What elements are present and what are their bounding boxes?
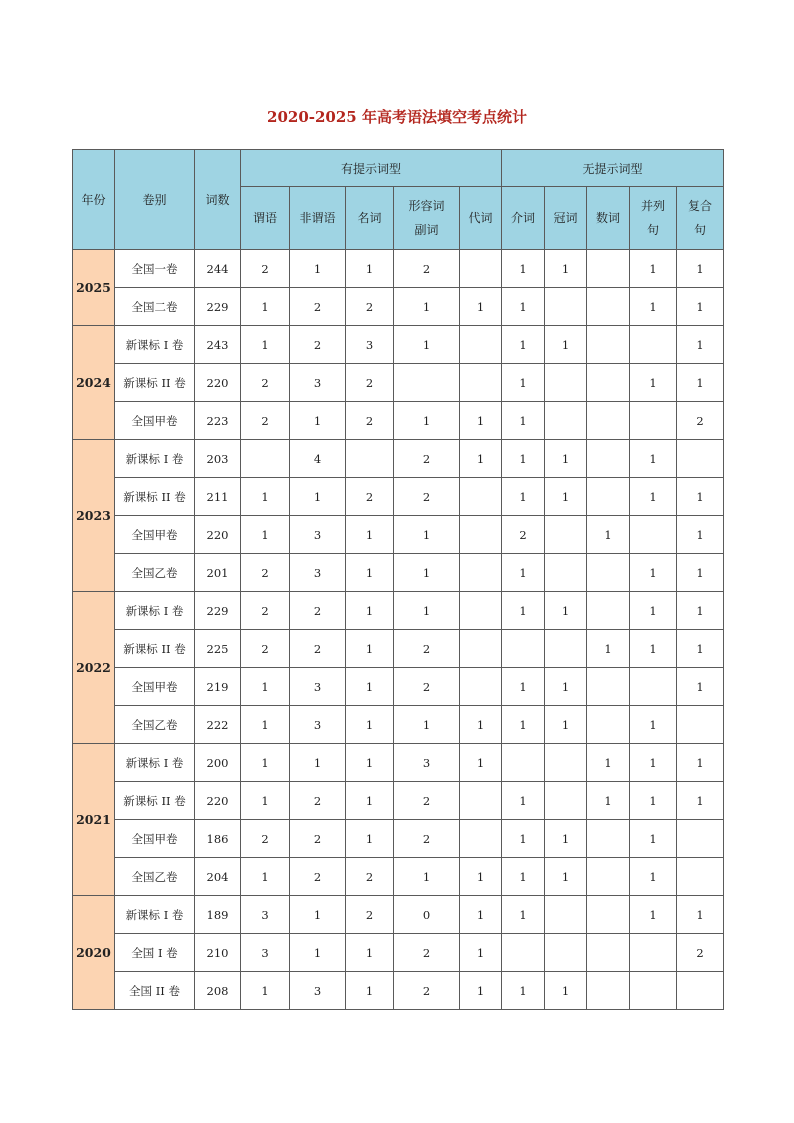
unhinted-col-header bbox=[502, 187, 545, 250]
count-cell: 1 bbox=[677, 668, 724, 706]
hinted-col-header-line: 非谓语 bbox=[299, 211, 336, 225]
unhinted-col-header-line: 句 bbox=[693, 223, 706, 237]
count-cell: 1 bbox=[241, 288, 290, 326]
word-count-cell: 220 bbox=[195, 782, 241, 820]
count-cell: 1 bbox=[630, 782, 677, 820]
count-cell bbox=[460, 516, 502, 554]
count-cell: 1 bbox=[241, 668, 290, 706]
table-row bbox=[73, 820, 724, 858]
count-cell: 1 bbox=[502, 326, 545, 364]
count-cell: 1 bbox=[241, 782, 290, 820]
unhinted-col-header bbox=[545, 187, 587, 250]
count-cell bbox=[241, 440, 290, 478]
count-cell: 2 bbox=[346, 858, 394, 896]
count-cell bbox=[677, 972, 724, 1010]
count-cell: 1 bbox=[460, 744, 502, 782]
volume-cell: 全国 I 卷 bbox=[115, 934, 195, 972]
count-cell: 1 bbox=[502, 972, 545, 1010]
count-cell: 1 bbox=[677, 744, 724, 782]
count-cell: 2 bbox=[502, 516, 545, 554]
count-cell: 2 bbox=[290, 782, 346, 820]
count-cell: 1 bbox=[630, 478, 677, 516]
word-count-cell: 208 bbox=[195, 972, 241, 1010]
volume-cell: 全国甲卷 bbox=[115, 402, 195, 440]
count-cell bbox=[587, 934, 630, 972]
count-cell bbox=[545, 516, 587, 554]
count-cell: 1 bbox=[545, 440, 587, 478]
table-row bbox=[73, 668, 724, 706]
count-cell bbox=[630, 934, 677, 972]
volume-cell: 全国甲卷 bbox=[115, 516, 195, 554]
count-cell: 1 bbox=[587, 744, 630, 782]
volume-cell: 新课标 II 卷 bbox=[115, 630, 195, 668]
count-cell: 1 bbox=[241, 972, 290, 1010]
count-cell bbox=[460, 782, 502, 820]
count-cell: 1 bbox=[630, 630, 677, 668]
unhinted-col-header-line: 句 bbox=[646, 223, 659, 237]
count-cell: 1 bbox=[545, 972, 587, 1010]
count-cell: 1 bbox=[630, 706, 677, 744]
header-year: 年份 bbox=[73, 150, 115, 250]
count-cell: 1 bbox=[394, 706, 460, 744]
count-cell: 2 bbox=[394, 972, 460, 1010]
page-title: 2020-2025 年高考语法填空考点统计 bbox=[267, 108, 527, 126]
count-cell: 1 bbox=[677, 516, 724, 554]
count-cell: 3 bbox=[241, 934, 290, 972]
count-cell bbox=[630, 326, 677, 364]
count-cell: 2 bbox=[677, 934, 724, 972]
count-cell: 1 bbox=[677, 364, 724, 402]
count-cell: 1 bbox=[346, 668, 394, 706]
count-cell: 1 bbox=[677, 630, 724, 668]
count-cell: 1 bbox=[460, 896, 502, 934]
table-row bbox=[73, 782, 724, 820]
word-count-cell: 229 bbox=[195, 592, 241, 630]
count-cell bbox=[460, 668, 502, 706]
count-cell: 2 bbox=[394, 630, 460, 668]
count-cell: 2 bbox=[394, 250, 460, 288]
count-cell: 1 bbox=[394, 288, 460, 326]
count-cell: 1 bbox=[290, 402, 346, 440]
count-cell: 1 bbox=[677, 554, 724, 592]
count-cell bbox=[502, 744, 545, 782]
word-count-cell: 210 bbox=[195, 934, 241, 972]
table-row bbox=[73, 554, 724, 592]
count-cell: 1 bbox=[677, 288, 724, 326]
count-cell: 3 bbox=[290, 668, 346, 706]
count-cell: 1 bbox=[502, 478, 545, 516]
count-cell: 2 bbox=[394, 668, 460, 706]
count-cell: 1 bbox=[677, 782, 724, 820]
count-cell bbox=[587, 250, 630, 288]
count-cell: 1 bbox=[630, 744, 677, 782]
count-cell: 1 bbox=[630, 858, 677, 896]
count-cell: 2 bbox=[241, 364, 290, 402]
count-cell: 1 bbox=[502, 364, 545, 402]
count-cell: 1 bbox=[677, 896, 724, 934]
count-cell: 1 bbox=[346, 250, 394, 288]
count-cell: 2 bbox=[346, 478, 394, 516]
count-cell: 1 bbox=[630, 820, 677, 858]
count-cell: 1 bbox=[460, 402, 502, 440]
unhinted-col-header bbox=[587, 187, 630, 250]
count-cell: 3 bbox=[394, 744, 460, 782]
count-cell bbox=[460, 478, 502, 516]
table-row bbox=[73, 630, 724, 668]
count-cell bbox=[545, 896, 587, 934]
count-cell: 2 bbox=[290, 820, 346, 858]
hinted-col-header-line: 副词 bbox=[414, 223, 439, 237]
count-cell: 1 bbox=[677, 250, 724, 288]
count-cell: 1 bbox=[545, 326, 587, 364]
year-cell: 2023 bbox=[73, 440, 115, 592]
volume-cell: 全国乙卷 bbox=[115, 858, 195, 896]
year-cell: 2022 bbox=[73, 592, 115, 744]
word-count-cell: 186 bbox=[195, 820, 241, 858]
header-volume: 卷别 bbox=[115, 150, 195, 250]
count-cell bbox=[587, 478, 630, 516]
count-cell: 1 bbox=[502, 820, 545, 858]
count-cell: 2 bbox=[241, 592, 290, 630]
count-cell: 1 bbox=[394, 554, 460, 592]
count-cell bbox=[545, 288, 587, 326]
hinted-col-header bbox=[241, 187, 290, 250]
word-count-cell: 203 bbox=[195, 440, 241, 478]
count-cell: 1 bbox=[394, 402, 460, 440]
count-cell: 3 bbox=[290, 972, 346, 1010]
hinted-col-header bbox=[346, 187, 394, 250]
count-cell: 1 bbox=[677, 326, 724, 364]
table-row bbox=[73, 364, 724, 402]
hinted-col-header-line: 形容词 bbox=[408, 199, 445, 213]
count-cell bbox=[630, 516, 677, 554]
count-cell bbox=[677, 858, 724, 896]
count-cell bbox=[460, 554, 502, 592]
count-cell bbox=[587, 364, 630, 402]
count-cell: 2 bbox=[241, 402, 290, 440]
count-cell: 2 bbox=[290, 858, 346, 896]
count-cell: 3 bbox=[290, 554, 346, 592]
count-cell: 1 bbox=[346, 630, 394, 668]
count-cell: 1 bbox=[630, 440, 677, 478]
count-cell: 2 bbox=[346, 896, 394, 934]
unhinted-col-header-line: 介词 bbox=[510, 211, 535, 225]
count-cell: 1 bbox=[502, 250, 545, 288]
unhinted-col-header bbox=[677, 187, 724, 250]
count-cell: 1 bbox=[545, 706, 587, 744]
hinted-col-header-line: 谓语 bbox=[252, 211, 277, 225]
count-cell: 1 bbox=[502, 858, 545, 896]
word-count-cell: 220 bbox=[195, 516, 241, 554]
count-cell bbox=[460, 592, 502, 630]
count-cell: 3 bbox=[290, 516, 346, 554]
count-cell bbox=[677, 706, 724, 744]
count-cell: 1 bbox=[346, 744, 394, 782]
count-cell: 1 bbox=[346, 592, 394, 630]
count-cell: 1 bbox=[346, 934, 394, 972]
count-cell: 2 bbox=[346, 364, 394, 402]
hinted-col-header bbox=[290, 187, 346, 250]
table-row bbox=[73, 972, 724, 1010]
unhinted-col-header-line: 并列 bbox=[640, 199, 665, 213]
count-cell bbox=[587, 820, 630, 858]
count-cell: 1 bbox=[587, 516, 630, 554]
volume-cell: 全国乙卷 bbox=[115, 554, 195, 592]
unhinted-col-header-line: 数词 bbox=[595, 211, 620, 225]
count-cell: 3 bbox=[346, 326, 394, 364]
count-cell: 1 bbox=[502, 782, 545, 820]
count-cell: 1 bbox=[346, 972, 394, 1010]
count-cell bbox=[545, 630, 587, 668]
table-row bbox=[73, 326, 724, 364]
count-cell: 1 bbox=[502, 668, 545, 706]
count-cell: 1 bbox=[630, 364, 677, 402]
count-cell: 3 bbox=[290, 364, 346, 402]
volume-cell: 新课标 I 卷 bbox=[115, 896, 195, 934]
count-cell bbox=[587, 440, 630, 478]
count-cell: 1 bbox=[241, 858, 290, 896]
count-cell: 1 bbox=[460, 858, 502, 896]
count-cell bbox=[460, 630, 502, 668]
word-count-cell: 200 bbox=[195, 744, 241, 782]
count-cell bbox=[677, 440, 724, 478]
word-count-cell: 219 bbox=[195, 668, 241, 706]
count-cell: 1 bbox=[545, 250, 587, 288]
count-cell: 1 bbox=[502, 554, 545, 592]
unhinted-col-header-line: 冠词 bbox=[553, 211, 578, 225]
count-cell: 1 bbox=[545, 668, 587, 706]
volume-cell: 新课标 I 卷 bbox=[115, 592, 195, 630]
word-count-cell: 204 bbox=[195, 858, 241, 896]
header-unhinted-group: 无提示词型 bbox=[502, 150, 724, 187]
table-row bbox=[73, 402, 724, 440]
table-row bbox=[73, 896, 724, 934]
count-cell bbox=[545, 744, 587, 782]
year-cell: 2020 bbox=[73, 896, 115, 1010]
count-cell: 1 bbox=[460, 288, 502, 326]
count-cell bbox=[677, 820, 724, 858]
count-cell: 1 bbox=[545, 858, 587, 896]
count-cell bbox=[587, 896, 630, 934]
count-cell: 1 bbox=[394, 516, 460, 554]
hinted-col-header bbox=[460, 187, 502, 250]
count-cell: 2 bbox=[346, 402, 394, 440]
year-cell: 2025 bbox=[73, 250, 115, 326]
count-cell: 2 bbox=[241, 820, 290, 858]
count-cell: 1 bbox=[346, 516, 394, 554]
count-cell bbox=[502, 934, 545, 972]
count-cell: 1 bbox=[346, 820, 394, 858]
count-cell: 1 bbox=[630, 288, 677, 326]
count-cell bbox=[587, 972, 630, 1010]
count-cell bbox=[587, 592, 630, 630]
count-cell: 1 bbox=[460, 972, 502, 1010]
count-cell: 2 bbox=[290, 592, 346, 630]
hinted-col-header-line: 代词 bbox=[468, 211, 493, 225]
count-cell bbox=[630, 668, 677, 706]
count-cell: 2 bbox=[290, 630, 346, 668]
volume-cell: 全国一卷 bbox=[115, 250, 195, 288]
count-cell bbox=[545, 364, 587, 402]
volume-cell: 全国甲卷 bbox=[115, 820, 195, 858]
count-cell: 1 bbox=[290, 478, 346, 516]
count-cell: 1 bbox=[502, 592, 545, 630]
header-word-count: 词数 bbox=[195, 150, 241, 250]
count-cell: 1 bbox=[502, 706, 545, 744]
count-cell: 2 bbox=[394, 782, 460, 820]
count-cell: 1 bbox=[346, 706, 394, 744]
word-count-cell: 211 bbox=[195, 478, 241, 516]
volume-cell: 新课标 I 卷 bbox=[115, 744, 195, 782]
count-cell bbox=[545, 782, 587, 820]
word-count-cell: 223 bbox=[195, 402, 241, 440]
count-cell: 1 bbox=[290, 896, 346, 934]
word-count-cell: 220 bbox=[195, 364, 241, 402]
unhinted-col-header-line: 复合 bbox=[687, 199, 712, 213]
count-cell: 2 bbox=[346, 288, 394, 326]
volume-cell: 新课标 I 卷 bbox=[115, 326, 195, 364]
count-cell bbox=[630, 402, 677, 440]
count-cell bbox=[545, 934, 587, 972]
hinted-col-header-line: 名词 bbox=[357, 211, 382, 225]
table-row bbox=[73, 250, 724, 288]
word-count-cell: 243 bbox=[195, 326, 241, 364]
count-cell: 1 bbox=[394, 326, 460, 364]
count-cell: 1 bbox=[677, 478, 724, 516]
statistics-table bbox=[72, 149, 724, 1010]
count-cell bbox=[460, 364, 502, 402]
volume-cell: 新课标 II 卷 bbox=[115, 478, 195, 516]
count-cell: 2 bbox=[241, 554, 290, 592]
count-cell: 1 bbox=[545, 478, 587, 516]
count-cell bbox=[587, 668, 630, 706]
count-cell: 1 bbox=[394, 592, 460, 630]
count-cell: 1 bbox=[460, 934, 502, 972]
count-cell: 1 bbox=[545, 592, 587, 630]
volume-cell: 全国二卷 bbox=[115, 288, 195, 326]
count-cell: 1 bbox=[290, 934, 346, 972]
word-count-cell: 244 bbox=[195, 250, 241, 288]
count-cell: 1 bbox=[502, 288, 545, 326]
count-cell: 1 bbox=[587, 630, 630, 668]
word-count-cell: 222 bbox=[195, 706, 241, 744]
unhinted-col-header bbox=[630, 187, 677, 250]
count-cell: 1 bbox=[394, 858, 460, 896]
hinted-col-header bbox=[394, 187, 460, 250]
count-cell: 1 bbox=[460, 440, 502, 478]
count-cell: 2 bbox=[241, 250, 290, 288]
count-cell bbox=[587, 326, 630, 364]
count-cell: 2 bbox=[290, 326, 346, 364]
count-cell: 1 bbox=[630, 554, 677, 592]
count-cell: 1 bbox=[677, 592, 724, 630]
count-cell bbox=[460, 820, 502, 858]
count-cell: 2 bbox=[394, 820, 460, 858]
count-cell: 1 bbox=[630, 592, 677, 630]
volume-cell: 全国乙卷 bbox=[115, 706, 195, 744]
table-row bbox=[73, 592, 724, 630]
count-cell bbox=[587, 858, 630, 896]
word-count-cell: 225 bbox=[195, 630, 241, 668]
count-cell: 1 bbox=[290, 744, 346, 782]
count-cell: 1 bbox=[241, 478, 290, 516]
count-cell: 1 bbox=[630, 250, 677, 288]
table-row bbox=[73, 516, 724, 554]
table-row bbox=[73, 706, 724, 744]
count-cell: 2 bbox=[241, 630, 290, 668]
table-row bbox=[73, 858, 724, 896]
word-count-cell: 201 bbox=[195, 554, 241, 592]
table-row bbox=[73, 440, 724, 478]
count-cell bbox=[587, 288, 630, 326]
count-cell: 2 bbox=[677, 402, 724, 440]
count-cell bbox=[545, 402, 587, 440]
count-cell: 1 bbox=[290, 250, 346, 288]
count-cell: 0 bbox=[394, 896, 460, 934]
count-cell: 1 bbox=[587, 782, 630, 820]
count-cell: 1 bbox=[241, 516, 290, 554]
count-cell: 1 bbox=[502, 402, 545, 440]
volume-cell: 新课标 II 卷 bbox=[115, 364, 195, 402]
word-count-cell: 229 bbox=[195, 288, 241, 326]
count-cell: 2 bbox=[394, 934, 460, 972]
count-cell bbox=[587, 554, 630, 592]
count-cell: 3 bbox=[241, 896, 290, 934]
count-cell: 1 bbox=[502, 440, 545, 478]
count-cell: 2 bbox=[290, 288, 346, 326]
count-cell: 1 bbox=[545, 820, 587, 858]
count-cell bbox=[587, 402, 630, 440]
count-cell bbox=[630, 972, 677, 1010]
count-cell: 1 bbox=[346, 554, 394, 592]
count-cell: 1 bbox=[630, 896, 677, 934]
count-cell bbox=[587, 706, 630, 744]
count-cell: 1 bbox=[241, 706, 290, 744]
table-row bbox=[73, 288, 724, 326]
year-cell: 2024 bbox=[73, 326, 115, 440]
table-row bbox=[73, 934, 724, 972]
count-cell: 4 bbox=[290, 440, 346, 478]
count-cell bbox=[394, 364, 460, 402]
count-cell bbox=[346, 440, 394, 478]
count-cell: 1 bbox=[346, 782, 394, 820]
volume-cell: 全国 II 卷 bbox=[115, 972, 195, 1010]
word-count-cell: 189 bbox=[195, 896, 241, 934]
count-cell bbox=[502, 630, 545, 668]
count-cell bbox=[460, 250, 502, 288]
count-cell: 2 bbox=[394, 478, 460, 516]
count-cell: 1 bbox=[502, 896, 545, 934]
year-cell: 2021 bbox=[73, 744, 115, 896]
count-cell bbox=[545, 554, 587, 592]
volume-cell: 新课标 I 卷 bbox=[115, 440, 195, 478]
volume-cell: 新课标 II 卷 bbox=[115, 782, 195, 820]
count-cell: 2 bbox=[394, 440, 460, 478]
table-row bbox=[73, 478, 724, 516]
count-cell: 3 bbox=[290, 706, 346, 744]
header-hinted-group: 有提示词型 bbox=[241, 150, 502, 187]
volume-cell: 全国甲卷 bbox=[115, 668, 195, 706]
count-cell: 1 bbox=[241, 744, 290, 782]
count-cell: 1 bbox=[241, 326, 290, 364]
count-cell: 1 bbox=[460, 706, 502, 744]
table-row bbox=[73, 744, 724, 782]
count-cell bbox=[460, 326, 502, 364]
